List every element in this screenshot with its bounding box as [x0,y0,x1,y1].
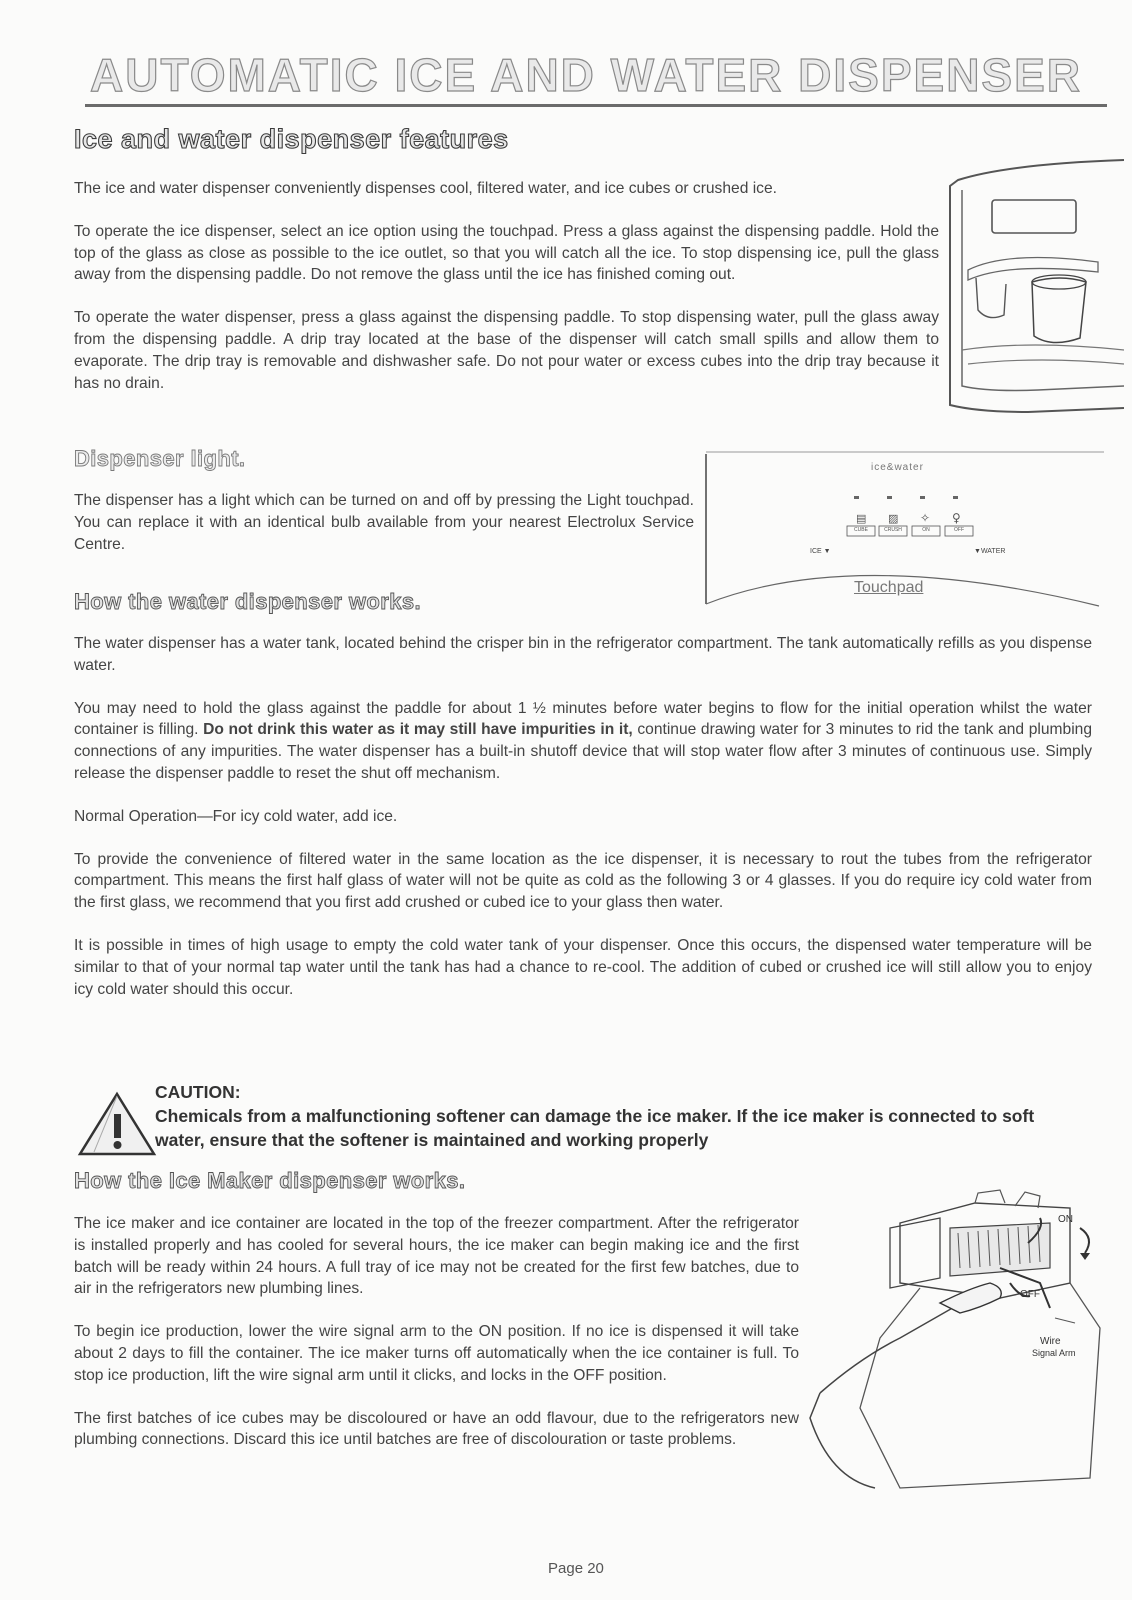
features-paragraph-1: The ice and water dispenser conveniently dispenses cool, filtered water, and ice cubes or crushed ice. [74,180,777,197]
page-title: AUTOMATIC ICE AND WATER DISPENSER [90,49,1082,101]
water-paragraph-4: To provide the convenience of filtered water in the same location as the ice dispenser, it is necessary to rout the tubes from the refrigerator compartment. This means the first half glass of water will not be quite as cold as the following 3 or 4 glasses. If you do require icy cold water from the first glass, we recommend that you first add crushed or cubed ice to your glass then water. [74,850,1092,912]
water-warning-bold: Do not drink this water as it may still have impurities in it, [203,721,633,739]
touchpad-ice-label: ICE ▼ [810,548,831,555]
water-paragraph-1: The water dispenser has a water tank, located behind the crisper bin in the refrigerator compartment. The tank automatically refills as you dispense water. [74,635,1092,674]
caution-text: Chemicals from a malfunctioning softener can damage the ice maker. If the ice maker is connected to soft water, ensure that the softener is maintained and working properly [155,1106,1035,1150]
page-number: Page 20 [548,1560,604,1577]
warning-triangle-icon [74,1090,160,1160]
water-paragraph-2: You may need to hold the glass against the paddle for about 1 ½ minutes before water begins to flow for the initial operation whilst the water container is filling. Do not drink this water as it may still have impurities in it, continue drawing water for 3 minutes to rid the tank and plumbing connections of any impurities. The water dispenser has a built-in shutoff device that will stop water flow after 3 minutes of continuous use. Simply release the dispenser paddle to reset the shut off mechanism. [74,699,1092,782]
diagram-wire-label: Wire [1040,1336,1061,1347]
dispenser-light-heading: Dispenser light. [74,446,246,471]
features-paragraph-2: To operate the ice dispenser, select an ice option using the touchpad. Press a glass against the dispensing paddle. Hold the top of the glass as close as possible to the ice outlet, so that you will catch all the ice. To stop dispensing ice, pull the glass away from the dispensing paddle. Do not remove the glass until the ice has finished coming out. [74,222,939,284]
title-underline [85,104,1107,107]
ice-maker-paragraph-3: The first batches of ice cubes may be discoloured or have an odd flavour, due to the refrigerators new plumbing connections. Discard this ice until batches are free of discolouration or taste problems. [74,1409,799,1449]
touchpad-illustration [704,446,1124,616]
diagram-off-label: OFF [1020,1289,1040,1300]
ice-maker-paragraph-1: The ice maker and ice container are located in the top of the freezer compartment. After the refrigerator is installed properly and has cooled for several hours, the ice maker can begin making ice and the first batch will be ready within 24 hours. A full tray of ice may not be created for the first few batches, due to air in the refrigerators new plumbing lines. [74,1215,799,1298]
dispenser-light-paragraph: The dispenser has a light which can be turned on and off by pressing the Light touchpad. You can replace it with an identical bulb available from your nearest Electrolux Service Centre. [74,492,694,553]
ice-maker-text [74,1213,799,1451]
svg-text:▤: ▤ [856,512,867,525]
water-paragraph-5: It is possible in times of high usage to empty the cold water tank of your dispenser. Once this occurs, the dispensed water temperature will be similar to that of your normal tap water until the tank has had a chance to re-cool. The addition of cubed or crushed ice will still allow you to enjoy icy cold water should this occur. [74,936,1092,998]
dispenser-illustration [948,150,1124,420]
ice-maker-heading: How the Ice Maker dispenser works. [74,1168,466,1193]
caution-title: CAUTION: [155,1082,241,1102]
touchpad-off-button: OFF [954,527,964,533]
svg-text:▨: ▨ [888,512,899,525]
touchpad-caption: Touchpad [854,579,924,596]
water-dispenser-heading: How the water dispenser works. [74,589,421,614]
svg-text:✧: ✧ [920,511,931,525]
touchpad-brand: ice&water [871,462,924,473]
features-heading: Ice and water dispenser features [74,124,509,154]
touchpad-on-button: ON [922,527,930,533]
features-paragraph-3: To operate the water dispenser, press a glass against the dispensing paddle. To stop dispensing water, pull the glass away from the dispensing paddle. A drip tray located at the base of the dispenser will catch small spills and allow them to evaporate. The drip tray is removable and dishwasher safe. Do not pour water or excess cubes into the drip tray because it has no drain. [74,309,939,392]
diagram-on-label: ON [1058,1214,1073,1225]
touchpad-crush-button: CRUSH [884,527,902,533]
features-text [74,178,939,394]
touchpad-water-label: ▼WATER [974,548,1006,555]
touchpad-cube-button: CUBE [854,527,868,533]
ice-maker-diagram [800,1188,1120,1500]
svg-text:♀: ♀ [952,511,961,525]
diagram-signal-arm-label: Signal Arm [1032,1348,1076,1358]
dispenser-light-text [74,490,694,555]
ice-maker-paragraph-2: To begin ice production, lower the wire signal arm to the ON position. If no ice is dispensed it will take about 2 days to fill the container. The ice maker turns off automatically when the ice container is full. To stop ice production, lift the wire signal arm until it clicks, and locks in the OFF position. [74,1323,799,1384]
water-paragraph-3: Normal Operation—For icy cold water, add ice. [74,807,398,825]
water-dispenser-text [74,633,1092,1000]
